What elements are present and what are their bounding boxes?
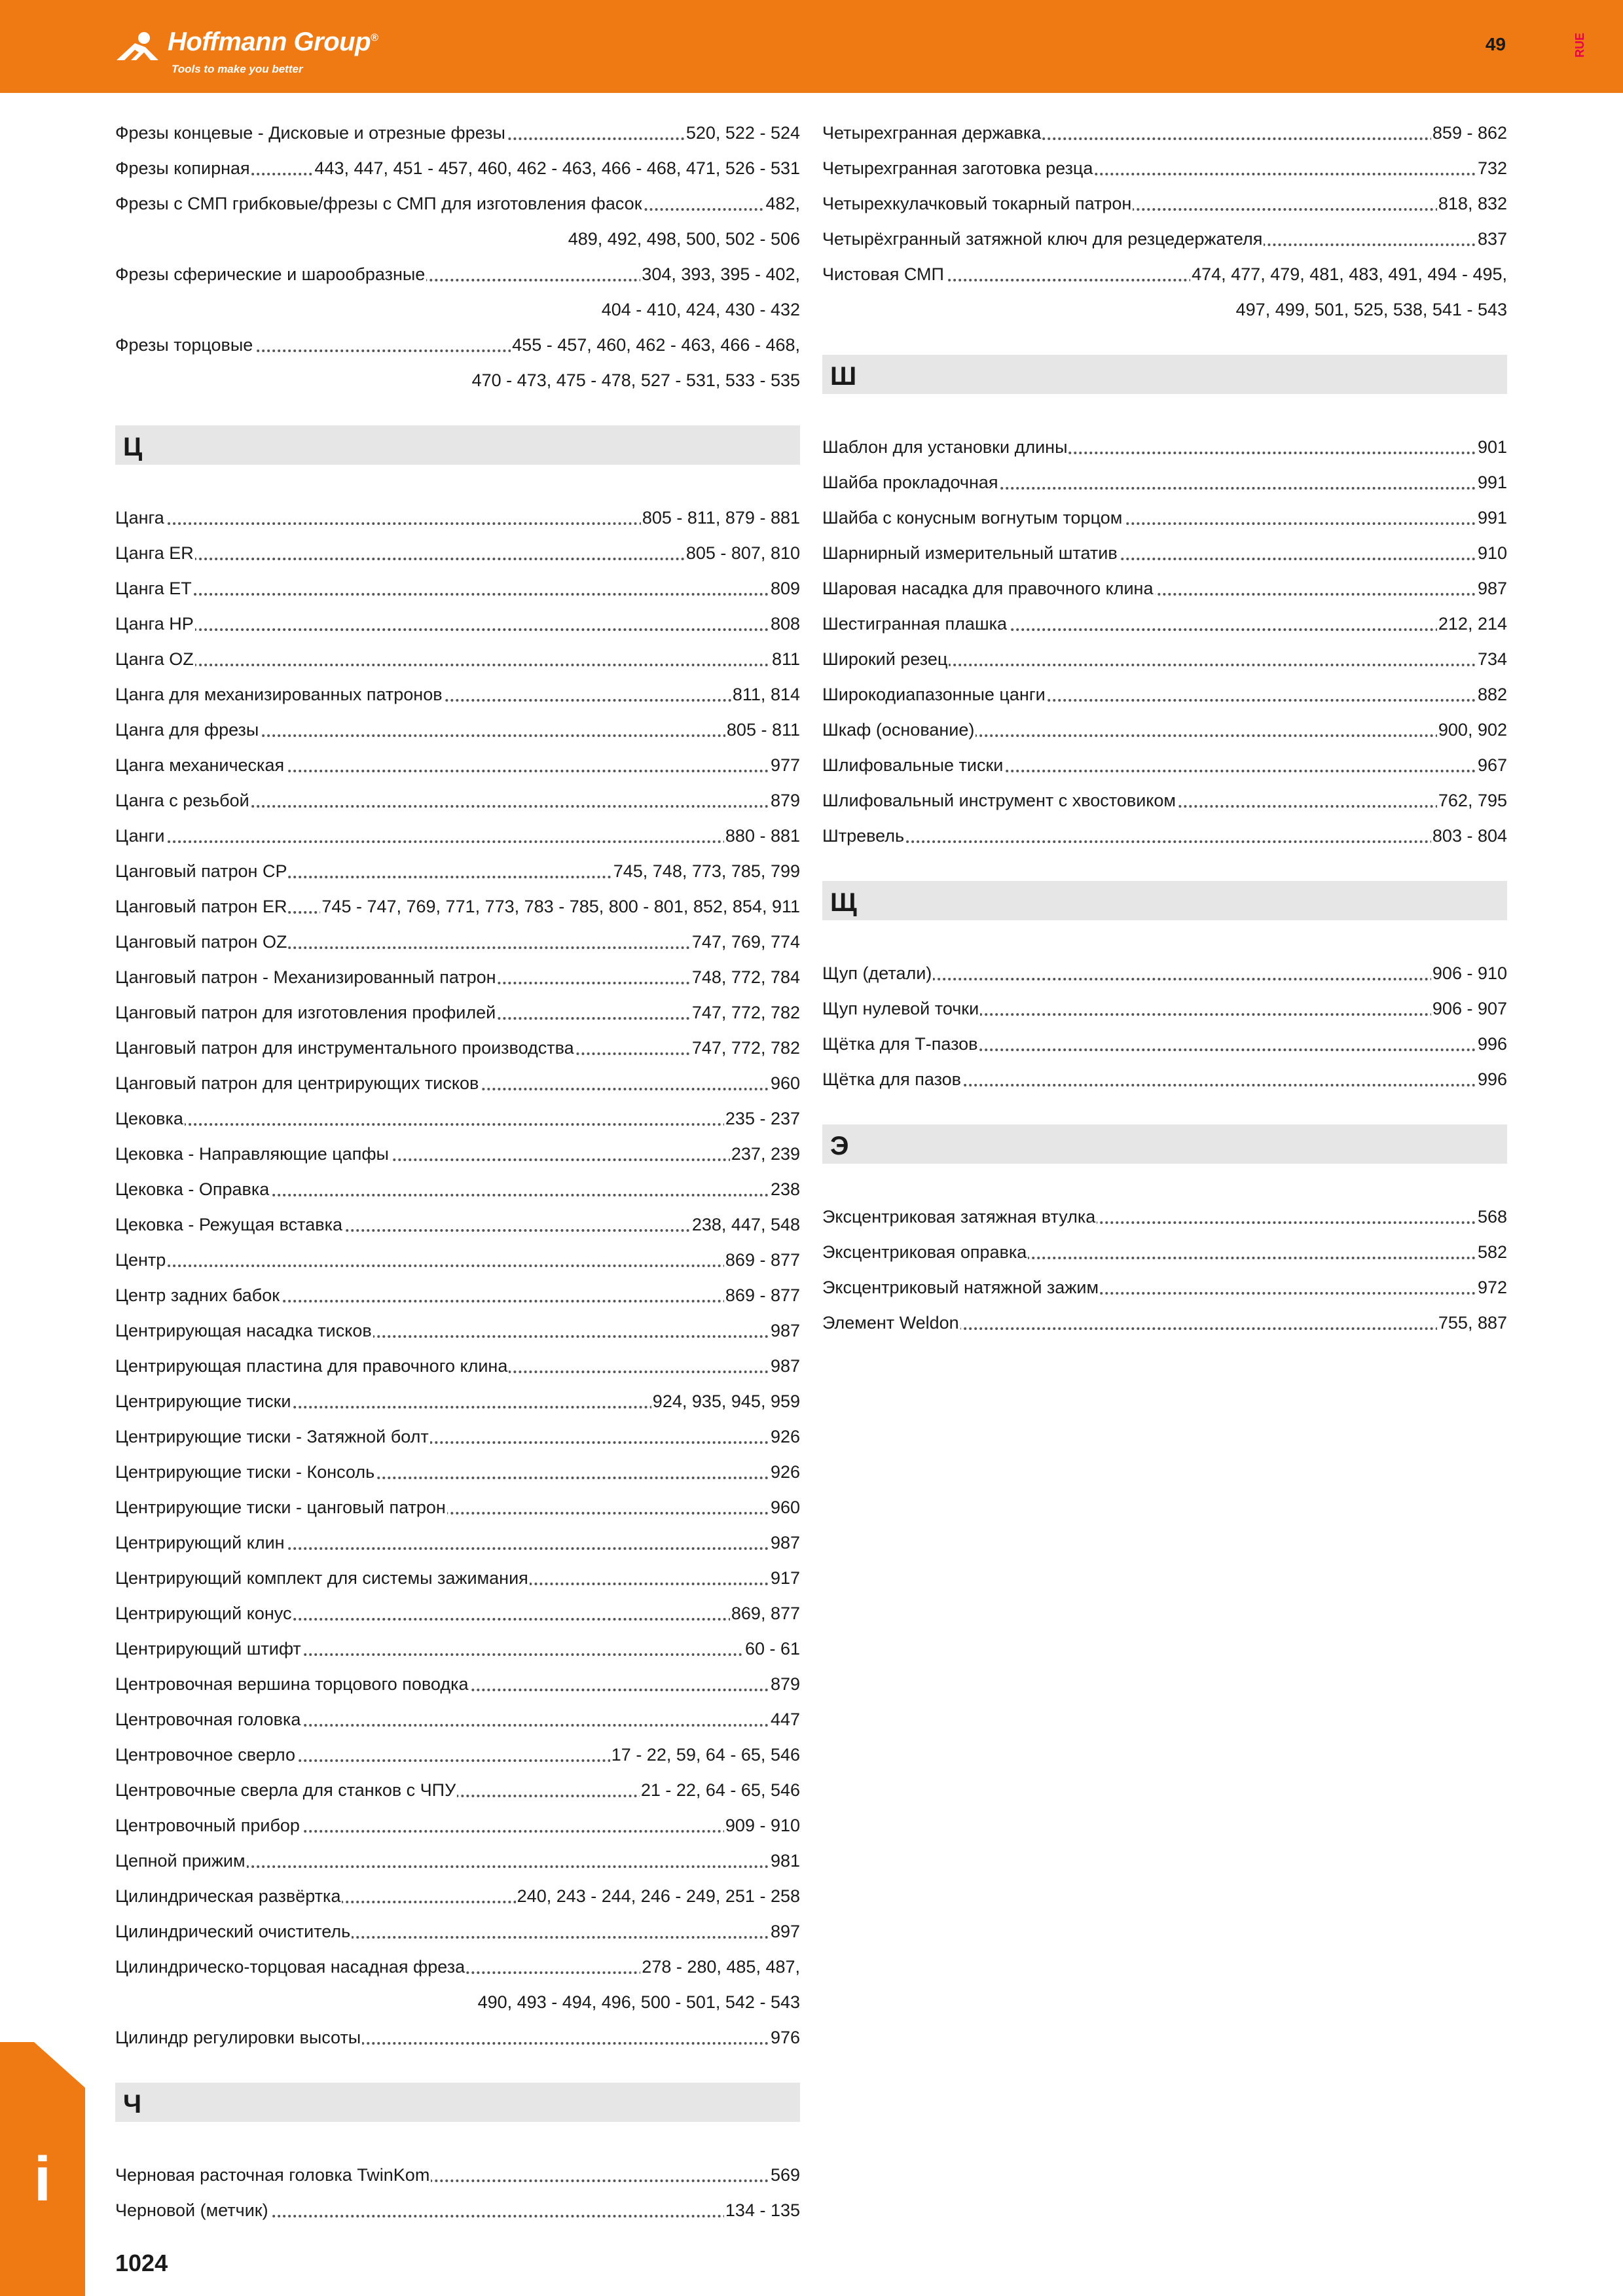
- brand-name: Hoffmann Group®: [168, 27, 378, 56]
- index-entry: [822, 641, 1507, 677]
- index-entry: [822, 429, 1507, 465]
- index-entry: [115, 1313, 800, 1348]
- index-entry: [822, 606, 1507, 641]
- index-term: Шайба с конусным вогнутым торцом: [822, 508, 1123, 528]
- index-term: Цековка - Оправка: [115, 1179, 270, 1199]
- index-term: Эксцентриковая оправка: [822, 1242, 1027, 1262]
- index-term: Фрезы торцовые: [115, 335, 253, 355]
- index-pages: 900, 902: [1437, 712, 1507, 747]
- index-term: Шестигранная плашка: [822, 614, 1008, 634]
- brand-tagline: Tools to make you better: [172, 63, 303, 75]
- index-pages: 60 - 61: [744, 1631, 800, 1666]
- index-entry: [115, 1172, 800, 1207]
- index-pages: 818, 832: [1437, 186, 1507, 221]
- index-entry: [115, 1207, 800, 1242]
- index-pages: 732: [1476, 151, 1507, 186]
- index-term: Щётка для пазов: [822, 1069, 962, 1089]
- index-entry: [115, 1384, 800, 1419]
- index-pages: 991: [1476, 500, 1507, 535]
- index-pages: 238: [769, 1172, 800, 1207]
- index-term: Шаблон для установки длины: [822, 437, 1068, 457]
- index-entry: [115, 1772, 800, 1808]
- index-pages: 447: [769, 1702, 800, 1737]
- index-term: Цанговый патрон CP: [115, 861, 287, 881]
- index-entry: [115, 571, 800, 606]
- index-pages: 811: [771, 641, 800, 677]
- index-entry: [115, 1949, 800, 1984]
- index-entry: [115, 1808, 800, 1843]
- index-term: Черновая расточная головка TwinKom: [115, 2165, 430, 2185]
- index-term: Центр задних бабок: [115, 1285, 280, 1305]
- index-entry: [115, 151, 800, 186]
- index-term: Центровочное сверло: [115, 1745, 295, 1765]
- index-term: Щуп нулевой точки: [822, 999, 979, 1018]
- index-pages: 808: [769, 606, 800, 641]
- index-entry: [115, 783, 800, 818]
- registered-mark: ®: [371, 32, 378, 44]
- index-pages: 906 - 910: [1431, 956, 1507, 991]
- index-entry: [115, 1914, 800, 1949]
- index-pages-continuation: 490, 493 - 494, 496, 500 - 501, 542 - 543: [477, 1992, 800, 2012]
- index-term: Цанга: [115, 508, 164, 528]
- index-term: Центр: [115, 1250, 166, 1270]
- index-entry: [115, 1242, 800, 1278]
- index-term: Цанга ER: [115, 543, 194, 563]
- index-pages: 981: [769, 1843, 800, 1878]
- folio-page-number: 1024: [115, 2250, 168, 2276]
- index-entry: [822, 186, 1507, 221]
- index-pages: 811, 814: [731, 677, 800, 712]
- index-term: Центрирующий клин: [115, 1533, 285, 1552]
- index-entry: [822, 257, 1507, 292]
- index-term: Фрезы с СМП грибковые/фрезы с СМП для изготовления фасок: [115, 194, 642, 213]
- index-pages: 805 - 807, 810: [685, 535, 800, 571]
- index-term: Четырехгранная заготовка резца: [822, 158, 1093, 178]
- index-pages: 134 - 135: [724, 2193, 800, 2228]
- index-term: Шаровая насадка для правочного клина: [822, 579, 1154, 598]
- index-term: Шкаф (основание): [822, 720, 975, 740]
- index-term: Штревель: [822, 826, 905, 846]
- index-pages: 879: [769, 1666, 800, 1702]
- index-pages: 837: [1476, 221, 1507, 257]
- index-entry: [115, 889, 800, 924]
- index-pages: 748, 772, 784: [691, 960, 800, 995]
- index-entry: [115, 712, 800, 747]
- index-pages: 809: [769, 571, 800, 606]
- index-term: Центровочная головка: [115, 1710, 301, 1729]
- index-pages: 17 - 22, 59, 64 - 65, 546: [610, 1737, 800, 1772]
- index-term: Цанговый патрон для изготовления профилей: [115, 1003, 496, 1022]
- index-pages: 747, 772, 782: [691, 1030, 800, 1066]
- index-term: Центровочная вершина торцового поводка: [115, 1674, 469, 1694]
- index-pages: 240, 243 - 244, 246 - 249, 251 - 258: [516, 1878, 800, 1914]
- index-pages: 909 - 910: [724, 1808, 800, 1843]
- index-pages: 455 - 457, 460, 462 - 463, 466 - 468,: [511, 327, 800, 363]
- index-entry: [822, 500, 1507, 535]
- index-term: Цанга ET: [115, 579, 192, 598]
- index-entry: [115, 853, 800, 889]
- index-term: Цанговый патрон OZ: [115, 932, 287, 952]
- index-entry: [115, 1136, 800, 1172]
- index-pages-continuation: 404 - 410, 424, 430 - 432: [601, 300, 800, 319]
- index-pages: 747, 769, 774: [691, 924, 800, 960]
- index-term: Эксцентриковая затяжная втулка: [822, 1207, 1096, 1227]
- index-entry: [115, 535, 800, 571]
- index-term: Цанга OZ: [115, 649, 194, 669]
- index-pages: 917: [769, 1560, 800, 1596]
- index-entry: [115, 2020, 800, 2055]
- index-entry: [115, 606, 800, 641]
- index-entry: [822, 465, 1507, 500]
- index-term: Цанга для механизированных патронов: [115, 685, 443, 704]
- index-pages: 897: [769, 1914, 800, 1949]
- index-column-left: [115, 115, 800, 2228]
- index-term: Центрирующие тиски - Затяжной болт: [115, 1427, 429, 1446]
- index-pages: 304, 393, 395 - 402,: [640, 257, 800, 292]
- index-pages: 745 - 747, 769, 771, 773, 783 - 785, 800 - 801, 852, 854, 911: [320, 889, 800, 924]
- index-pages: 987: [1476, 571, 1507, 606]
- index-pages: 803 - 804: [1431, 818, 1507, 853]
- index-entry: [822, 1026, 1507, 1062]
- index-pages: 569: [769, 2157, 800, 2193]
- index-pages: 987: [769, 1525, 800, 1560]
- index-term: Центрирующие тиски: [115, 1391, 291, 1411]
- index-pages: 21 - 22, 64 - 65, 546: [640, 1772, 800, 1808]
- index-entry: [822, 783, 1507, 818]
- index-pages: 926: [769, 1419, 800, 1454]
- index-pages: 734: [1476, 641, 1507, 677]
- index-pages: 991: [1476, 465, 1507, 500]
- index-pages: 805 - 811: [725, 712, 800, 747]
- language-code: RUE: [1573, 32, 1586, 58]
- index-entry: [115, 1560, 800, 1596]
- index-pages: 901: [1476, 429, 1507, 465]
- index-pages: 910: [1476, 535, 1507, 571]
- index-entry: [115, 1490, 800, 1525]
- index-pages: 977: [769, 747, 800, 783]
- index-pages: 882: [1476, 677, 1507, 712]
- section-letter-header: Ц: [115, 425, 800, 465]
- index-term: Цанга для фрезы: [115, 720, 259, 740]
- index-term: Четырёхгранный затяжной ключ для резцедержателя: [822, 229, 1263, 249]
- index-entry: [115, 1596, 800, 1631]
- index-term: Цанговый патрон - Механизированный патрон: [115, 967, 496, 987]
- section-page-number: 49: [1485, 34, 1506, 54]
- index-entry: [115, 818, 800, 853]
- index-pages: 987: [769, 1313, 800, 1348]
- index-entry: [822, 1234, 1507, 1270]
- index-entry: [822, 677, 1507, 712]
- index-term: Широкодиапазонные цанги: [822, 685, 1046, 704]
- index-term: Центрирующая пластина для правочного клина: [115, 1356, 508, 1376]
- index-pages: 238, 447, 548: [691, 1207, 800, 1242]
- index-entry: [115, 2157, 800, 2193]
- index-entry: [115, 500, 800, 535]
- index-pages: 235 - 237: [724, 1101, 800, 1136]
- index-entry: [822, 571, 1507, 606]
- index-term: Цековка - Режущая вставка: [115, 1215, 343, 1234]
- index-pages: 582: [1476, 1234, 1507, 1270]
- index-pages: 278 - 280, 485, 487,: [640, 1949, 800, 1984]
- index-term: Фрезы концевые - Дисковые и отрезные фрезы: [115, 123, 505, 143]
- index-pages: 996: [1476, 1062, 1507, 1097]
- section-letter-header: Ш: [822, 355, 1507, 394]
- index-term: Центрирующая насадка тисков: [115, 1321, 372, 1340]
- index-entry: [115, 1843, 800, 1878]
- index-term: Цанговый патрон для инструментального производства: [115, 1038, 574, 1058]
- index-term: Щётка для Т-пазов: [822, 1034, 978, 1054]
- index-term: Центрирующий конус: [115, 1604, 292, 1623]
- index-pages: 237, 239: [730, 1136, 800, 1172]
- index-term: Черновой (метчик): [115, 2200, 268, 2220]
- index-pages: 996: [1476, 1026, 1507, 1062]
- index-entry: [115, 1348, 800, 1384]
- section-letter-header: Щ: [822, 881, 1507, 920]
- index-entry: [115, 1631, 800, 1666]
- index-pages-continuation: 489, 492, 498, 500, 502 - 506: [568, 229, 800, 249]
- index-term: Цанги: [115, 826, 165, 846]
- index-pages: 762, 795: [1437, 783, 1507, 818]
- section-letter-header: Э: [822, 1124, 1507, 1164]
- index-pages: 869 - 877: [724, 1242, 800, 1278]
- index-term: Шлифовальные тиски: [822, 755, 1004, 775]
- index-pages: 924, 935, 945, 959: [651, 1384, 800, 1419]
- index-pages: 869 - 877: [724, 1278, 800, 1313]
- index-pages: 976: [769, 2020, 800, 2055]
- index-entry: [822, 221, 1507, 257]
- index-term: Щуп (детали): [822, 963, 932, 983]
- index-pages: 520, 522 - 524: [685, 115, 800, 151]
- index-pages: 906 - 907: [1431, 991, 1507, 1026]
- index-pages: 212, 214: [1437, 606, 1507, 641]
- index-term: Центровочный прибор: [115, 1816, 300, 1835]
- index-entry: [115, 960, 800, 995]
- index-term: Элемент Weldon: [822, 1313, 959, 1333]
- index-pages-continuation: 470 - 473, 475 - 478, 527 - 531, 533 - 535: [471, 370, 800, 390]
- index-entry: [822, 1305, 1507, 1340]
- hoffmann-group-logo: [115, 26, 390, 79]
- index-term: Центрирующие тиски - Консоль: [115, 1462, 375, 1482]
- index-pages: 755, 887: [1437, 1305, 1507, 1340]
- index-pages: 747, 772, 782: [691, 995, 800, 1030]
- index-entry: [115, 641, 800, 677]
- index-entry: [115, 1101, 800, 1136]
- index-term: Центрирующие тиски - цанговый патрон: [115, 1498, 446, 1517]
- index-entry: [115, 327, 800, 363]
- index-pages: 869, 877: [730, 1596, 800, 1631]
- index-entry: [115, 1454, 800, 1490]
- index-term: Центровочные сверла для станков с ЧПУ: [115, 1780, 456, 1800]
- index-pages: 745, 748, 773, 785, 799: [612, 853, 800, 889]
- index-term: Четырехгранная державка: [822, 123, 1042, 143]
- index-pages: 482,: [764, 186, 800, 221]
- index-pages: 859 - 862: [1431, 115, 1507, 151]
- page-header: [0, 0, 1623, 93]
- index-entry: [115, 995, 800, 1030]
- index-term: Цанга с резьбой: [115, 791, 249, 810]
- index-entry: [822, 535, 1507, 571]
- index-entry: [822, 115, 1507, 151]
- index-entry: [115, 186, 800, 221]
- index-pages: 960: [769, 1490, 800, 1525]
- index-term: Цепной прижим: [115, 1851, 246, 1871]
- index-entry: [115, 1419, 800, 1454]
- index-pages: 960: [769, 1066, 800, 1101]
- index-term: Центрирующий комплект для системы зажимания: [115, 1568, 528, 1588]
- index-pages: 967: [1476, 747, 1507, 783]
- index-entry: [822, 956, 1507, 991]
- index-term: Центрирующий штифт: [115, 1639, 301, 1659]
- index-entry: [115, 2193, 800, 2228]
- index-entry: [115, 747, 800, 783]
- index-term: Широкий резец: [822, 649, 948, 669]
- index-term: Цилиндрическая развёртка: [115, 1886, 341, 1906]
- index-entry: [822, 151, 1507, 186]
- index-term: Цилиндр регулировки высоты: [115, 2028, 361, 2047]
- index-term: Эксцентриковый натяжной зажим: [822, 1278, 1099, 1297]
- index-entry: [115, 1278, 800, 1313]
- index-term: Цанга механическая: [115, 755, 285, 775]
- index-entry: [822, 712, 1507, 747]
- index-pages-continuation: 497, 499, 501, 525, 538, 541 - 543: [1235, 300, 1507, 319]
- index-entry: [115, 1666, 800, 1702]
- index-term: Шайба прокладочная: [822, 473, 998, 492]
- index-term: Фрезы копирная: [115, 158, 250, 178]
- index-term: Чистовая СМП: [822, 264, 944, 284]
- index-entry: [115, 1702, 800, 1737]
- index-term: Фрезы сферические и шарообразные: [115, 264, 426, 284]
- index-term: Цанговый патрон ER: [115, 897, 287, 916]
- index-term: Цанга HP: [115, 614, 194, 634]
- index-term: Шарнирный измерительный штатив: [822, 543, 1118, 563]
- index-pages: 880 - 881: [724, 818, 800, 853]
- index-entry: [822, 991, 1507, 1026]
- index-pages: 987: [769, 1348, 800, 1384]
- index-entry: [115, 1525, 800, 1560]
- index-term: Шлифовальный инструмент с хвостовиком: [822, 791, 1176, 810]
- index-term: Цилиндрическо-торцовая насадная фреза: [115, 1957, 465, 1977]
- index-pages: 972: [1476, 1270, 1507, 1305]
- index-pages: 879: [769, 783, 800, 818]
- index-entry: [822, 1062, 1507, 1097]
- index-pages: 443, 447, 451 - 457, 460, 462 - 463, 466 - 468, 471, 526 - 531: [313, 151, 800, 186]
- section-letter-header: Ч: [115, 2083, 800, 2122]
- index-term: Четырехкулачковый токарный патрон: [822, 194, 1132, 213]
- index-entry: [115, 1030, 800, 1066]
- index-entry: [822, 747, 1507, 783]
- index-entry: [115, 1737, 800, 1772]
- index-entry: [115, 115, 800, 151]
- index-entry: [115, 257, 800, 292]
- index-entry: [115, 677, 800, 712]
- index-term: Цековка - Направляющие цапфы: [115, 1144, 389, 1164]
- hoffmann-logo-icon: [115, 30, 162, 62]
- index-entry: [822, 1199, 1507, 1234]
- index-pages: 926: [769, 1454, 800, 1490]
- index-pages: 568: [1476, 1199, 1507, 1234]
- index-entry: [115, 1878, 800, 1914]
- index-entry: [822, 1270, 1507, 1305]
- index-term: Цековка: [115, 1109, 183, 1128]
- index-pages: 805 - 811, 879 - 881: [641, 500, 800, 535]
- index-pages: 474, 477, 479, 481, 483, 491, 494 - 495,: [1190, 257, 1507, 292]
- index-entry: [822, 818, 1507, 853]
- index-term: Цанговый патрон для центрирующих тисков: [115, 1073, 479, 1093]
- index-entry: [115, 924, 800, 960]
- index-term: Цилиндрический очиститель: [115, 1922, 351, 1941]
- info-icon: i: [33, 2144, 52, 2214]
- index-column-right: [822, 115, 1507, 1340]
- index-entry: [115, 1066, 800, 1101]
